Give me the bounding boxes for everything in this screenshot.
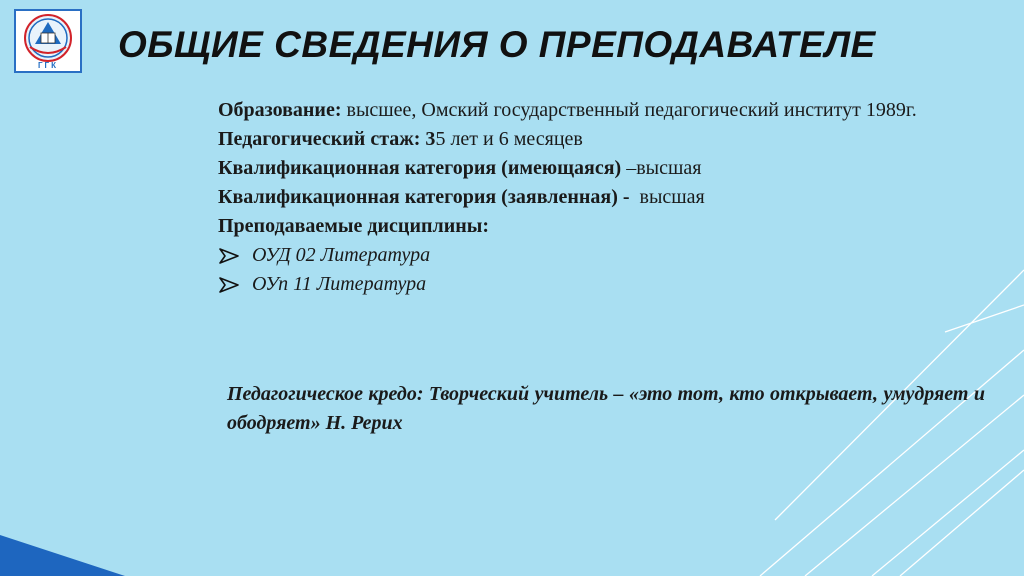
discipline-label: ОУп 11 Литература [252, 273, 427, 295]
page-title: ОБЩИЕ СВЕДЕНИЯ О ПРЕПОДАВАТЕЛЕ [118, 24, 876, 65]
experience-row [218, 125, 970, 154]
category-declared-row [218, 183, 970, 212]
college-logo [14, 9, 82, 73]
list-item [218, 270, 970, 299]
discipline-label: ОУД 02 Литература [252, 244, 431, 266]
teacher-info [218, 96, 970, 299]
disciplines-heading-row [218, 212, 970, 241]
category-declared-label: Квалификационная категория (заявленная) - [218, 186, 630, 208]
bottom-left-wedge [0, 535, 125, 576]
category-current-text: –высшая [621, 157, 702, 179]
experience-label: Педагогический стаж: 3 [218, 128, 436, 150]
education-text: высшее, Омский государственный педагогический институт 1989г. [341, 99, 917, 121]
logo-text: ГГК [38, 61, 58, 70]
category-current-label: Квалификационная категория (имеющаяся) [218, 157, 622, 179]
education-label: Образование: [218, 99, 342, 121]
experience-text: 5 лет и 6 месяцев [435, 128, 583, 150]
category-declared-text: высшая [629, 186, 705, 208]
arrow-bullet-icon [218, 277, 240, 293]
list-item [218, 241, 970, 270]
pedagogical-credo: Педагогическое кредо: Творческий учитель – «это тот, кто открывает, умудряет и ободряет» Н. Рерих [227, 383, 985, 434]
education-row [218, 96, 970, 125]
disciplines-list [218, 241, 970, 299]
disciplines-heading: Преподаваемые дисциплины: [218, 215, 490, 237]
category-current-row [218, 154, 970, 183]
arrow-bullet-icon [218, 248, 240, 264]
